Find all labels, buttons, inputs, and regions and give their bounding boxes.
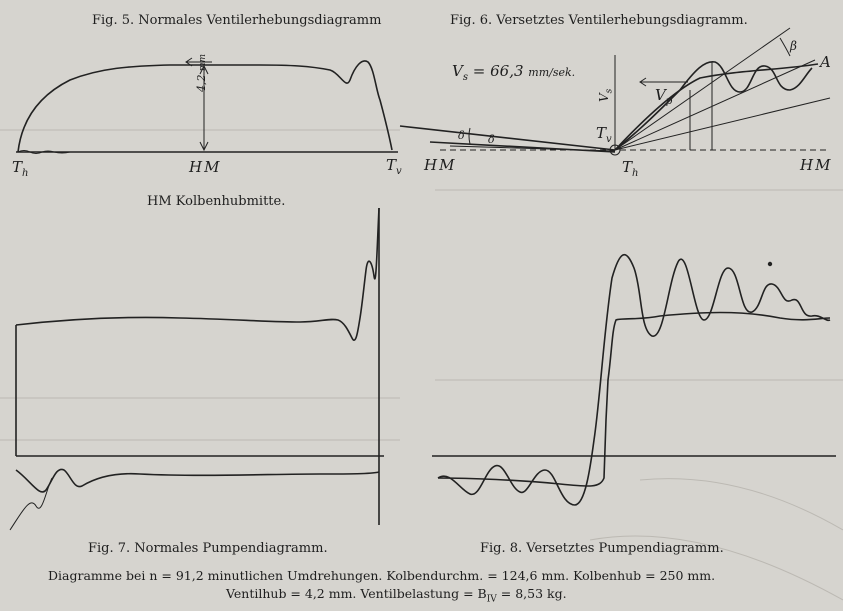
fig6-label-th: $T_h$	[622, 158, 639, 179]
fig7-suction-curve	[16, 469, 379, 492]
fig6-label-delta: δ	[458, 129, 465, 142]
fig6-delta-arc	[469, 128, 470, 144]
fig5-note: HM Kolbenhubmitte.	[147, 194, 286, 209]
fig6-ray-upper	[615, 28, 790, 150]
fig6-beta-arc	[780, 38, 790, 56]
fig5-label-th: $T_h$	[12, 158, 29, 179]
fig7-pressure-curve	[16, 208, 379, 340]
ink-dot	[768, 262, 772, 266]
fig6-label-tv: $T_v$	[596, 124, 612, 145]
fig5-caption: Fig. 5. Normales Ventilerhebungsdiagramm	[92, 13, 382, 28]
fig6-ray-lower	[615, 98, 830, 150]
fig7-pump-diagram	[10, 208, 384, 530]
footer-line-2: Ventilhub = 4,2 mm. Ventilbelastung = $B_{IV} = 8,53$ kg.	[226, 586, 567, 605]
fig5-label-hm: HM	[189, 158, 222, 176]
fig6-lift-curve-inner	[615, 64, 818, 150]
fig6-label-hm-right: HM	[800, 156, 833, 174]
footer-line-1: Diagramme bei n = 91,2 minutlichen Umdrehungen. Kolbendurchm. = 124,6 mm. Kolbenhub = 250 mm.	[48, 568, 716, 583]
fig6-velocity-label: $V_s = 66,3$ mm/sek.	[452, 62, 576, 83]
fig5-dimension-label: 4,2 mm	[195, 53, 208, 92]
fig6-label-A: A	[820, 53, 831, 71]
fig8-caption: Fig. 8. Versetztes Pumpendiagramm.	[480, 541, 724, 556]
fig7-caption: Fig. 7. Normales Pumpendiagramm.	[88, 541, 328, 556]
fig5-label-tv: $T_v$	[386, 156, 402, 177]
fig6-label-hm-left: HM	[424, 156, 457, 174]
fig6-ray-to-A	[615, 60, 815, 150]
fig6-label-vp: $V_p$	[655, 86, 673, 107]
fig6-label-vs-vertical: $V_s$	[597, 88, 615, 102]
fig6-caption: Fig. 6. Versetztes Ventilerhebungsdiagramm.	[450, 13, 748, 28]
show-through-lines	[0, 130, 843, 600]
fig6-label-delta8: δ	[488, 133, 495, 146]
fig8-outline	[438, 313, 830, 487]
fig6-label-beta: β	[790, 39, 797, 53]
